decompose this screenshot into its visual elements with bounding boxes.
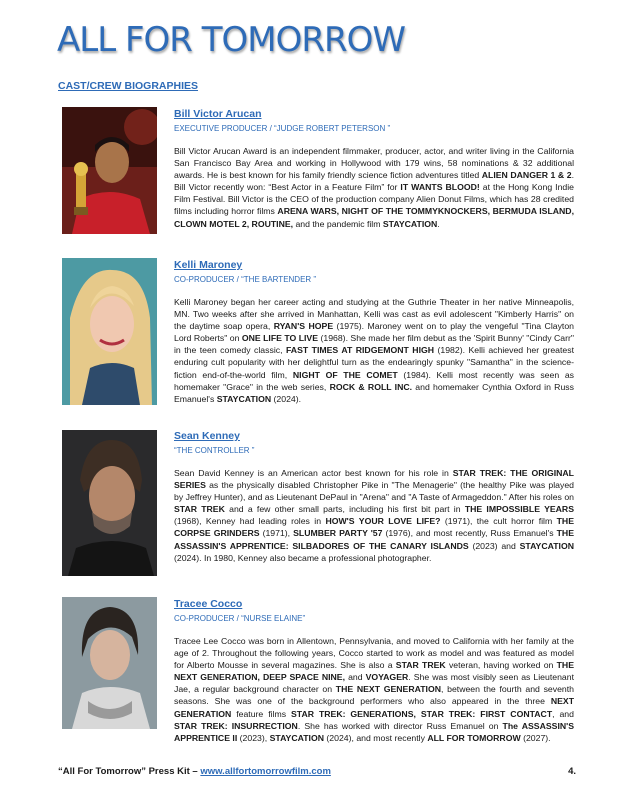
bio-text [174,635,574,744]
photo-sean-kenney [62,430,157,576]
bold-title: HOW'S YOUR LOVE LIFE? [325,516,441,527]
bio-text-segment: (1984). Kelli most recently was seen as homemaker "Grace" in the web series, [174,369,574,392]
bio-kelli-maroney [174,259,574,405]
bio-text-segment: and [345,672,366,683]
bio-text-segment: (1971), [259,528,294,539]
bold-title: STAR TREK: GENERATIONS, STAR TREK: FIRST CONTACT [291,708,553,719]
bio-text-segment: and homemaker Cynthia Oxford in Russ Emanuel's [174,381,574,404]
bold-title: IT WANTS BLOOD! [400,182,480,193]
bio-role: CO-PRODUCER / “THE BARTENDER ” [174,275,317,284]
bold-title: FAST TIMES AT RIDGEMONT HIGH [285,345,435,356]
bold-title: STAYCATION [216,393,272,404]
bio-bill-victor-arucan [174,108,574,230]
bio-text-segment: (1971), the cult horror film [440,516,557,527]
bio-text-segment: (2027). [520,732,551,743]
bold-title: ALIEN DANGER 1 & 2 [481,170,572,181]
bio-name: Sean Kenney [174,430,240,442]
bold-title: ALL FOR TOMORROW [427,732,521,743]
bio-sean-kenney [174,430,574,564]
bold-title: NIGHT OF THE COMET [292,369,398,380]
photo-tracee-cocco [62,597,157,729]
bold-title: STAR TREK: INSURRECTION [174,720,298,731]
bold-title: STAYCATION [382,218,438,229]
bio-text-segment: (1975). Maroney went on to play the vengeful "Tina Clayton Lord Roberts" on [174,321,575,344]
bio-text-segment: (2023) and [468,540,520,551]
bold-title: STAR TREK: THE ORIGINAL SERIES [174,468,574,491]
bio-text-segment: , between the fourth and seventh seasons. She was one of the background performers who also appeared in the three [174,684,574,707]
bio-text-segment: (2024), and most recently [324,732,428,743]
bio-text-segment: and a few other small parts, including his first bit part in [224,504,465,515]
bio-text-segment: (2023), [237,732,270,743]
bold-title: THE NEXT GENERATION [335,684,442,695]
bio-text-segment: (1968), Kenney had leading roles in [174,516,326,527]
bold-title: THE IMPOSSIBLE YEARS [464,504,574,515]
bio-text-segment: . Bill Victor recently won: “Best Actor in a Feature Film” for [174,170,574,193]
bold-title: The ASSASSIN'S APPRENTICE II [174,720,574,743]
bio-text-segment: as the physically disabled Christopher Pike in "The Menagerie" (the healthy Pike was played by Jeffrey Hunter), and as Lieutenant DePaul in "Arena" and "A Taste of Armageddon." After his roles on [174,480,574,503]
page-number: 4. [568,766,576,777]
bio-text [174,467,574,564]
bio-text-segment: and the pandemic film [293,218,383,229]
bio-text-segment: Kelli Maroney began her career acting and studying at the Guthrie Theater in her native Minneapolis, MN. Two weeks after she arrived in Manhattan, Kelli was cast as evil adolescent "Kimberly Harris" on the daytime soap opera, [174,297,574,332]
bio-text-segment: Bill Victor Arucan Award is an independent filmmaker, producer, actor, and writer living in the California San Francisco Bay Area and working in Hollywood with 179 wins, 58 nominations & 32 additional awards. He is best known for his family friendly science fiction adventures titled [174,146,574,181]
photo-bill-victor-arucan [62,107,157,234]
bio-text [174,145,574,230]
bio-text-segment: (1982). Kelli achieved her greatest enduring cult popularity with her delightful turn as the endearingly spunky "Samantha" in the science-fiction end-of-the-world film, [174,345,575,380]
bold-title: STAR TREK [395,660,446,671]
bio-text-segment: feature films [231,708,291,719]
bio-name: Bill Victor Arucan [174,108,262,120]
bold-title: SLUMBER PARTY '57 [293,528,383,539]
bio-text-segment: (1968). She made her film debut as the 'Spirit Bunny' "Cindy Carr" in the teen comedy classic, [174,333,575,356]
bold-title: THE CORPSE GRINDERS [174,516,574,539]
bio-text-segment: (2024). In 1980, Kenney also became a professional photographer. [174,552,432,563]
page-title: ALL FOR TOMORROW [57,20,405,60]
website-link[interactable]: www.allfortomorrowfilm.com [200,766,331,777]
bio-role: CO-PRODUCER / “NURSE ELAINE” [174,614,306,623]
bio-text-segment: (2024). [271,393,302,404]
bio-role: EXECUTIVE PRODUCER / “JUDGE ROBERT PETERSON ” [174,124,391,133]
bold-title: ROCK & ROLL INC. [329,381,413,392]
bio-text-segment: Sean David Kenney is an American actor best known for his role in [174,468,453,478]
bio-text-segment: (1976), and most recently, Russ Emanuel's [382,528,557,539]
section-heading: CAST/CREW BIOGRAPHIES [58,80,199,92]
bold-title: STAR TREK [174,504,225,515]
page-footer [58,766,576,777]
bio-text-segment: veteran, having worked on [445,660,557,671]
bio-name: Kelli Maroney [174,259,243,271]
bold-title: VOYAGER [365,672,409,683]
bio-name: Tracee Cocco [174,598,243,610]
bio-text-segment: Tracee Lee Cocco was born in Allentown, Pennsylvania, and moved to California with her family at the age of 2. Throughout the following years, Cocco started to work as model and was featured as model for Alberto Mousse in several magazines. She is also a [174,636,574,671]
bold-title: RYAN'S HOPE [273,321,334,332]
bold-title: ARENA WARS, NIGHT OF THE TOMMYKNOCKERS, BERMUDA ISLAND, CLOWN MOTEL 2, ROUTINE, [174,206,574,229]
bio-text-segment: , and [552,708,574,719]
bold-title: STAYCATION [519,540,574,551]
bio-role: “THE CONTROLLER ” [174,446,255,455]
bio-text-segment: . She has worked with director Russ Emanuel on [297,720,503,731]
photo-kelli-maroney [62,258,157,405]
bio-text-segment: . She was most visibly seen as Lieutenant Jae, a regular background character on [174,672,574,695]
bold-title: THE NEXT GENERATION, DEEP SPACE NINE, [174,660,574,683]
bio-text-segment: . [437,218,440,229]
bio-text-segment: at the Hong Kong Indie Film Festival. Bill Victor is the CEO of the production company Alien Donut Films, which has 28 credited films including horror films [174,182,574,217]
bold-title: THE ASSASSIN'S APPRENTICE: SILBADORES OF THE CANARY ISLANDS [174,528,574,551]
bold-title: ONE LIFE TO LIVE [241,333,319,344]
bio-tracee-cocco [174,598,574,744]
bold-title: STAYCATION [269,732,324,743]
bio-text [174,296,574,405]
footer-label: “All For Tomorrow” Press Kit – [58,766,201,777]
bold-title: NEXT GENERATION [174,696,574,719]
